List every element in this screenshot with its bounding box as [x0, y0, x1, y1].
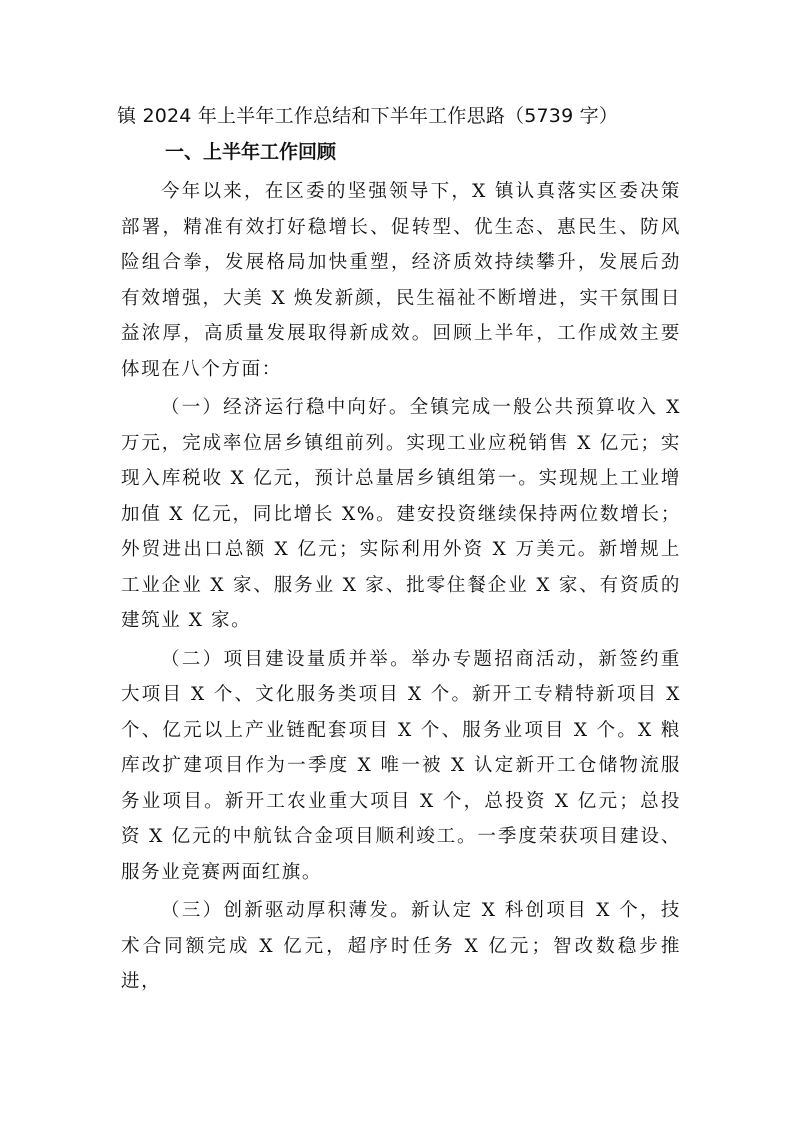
document-title: 镇 2024 年上半年工作总结和下半年工作思路（5739 字） — [117, 105, 619, 127]
paragraph-innovation: （三）创新驱动厚积薄发。新认定 X 科创项目 X 个，技术合同额完成 X 亿元，超序时任务 X 亿元；智改数稳步推进， — [121, 900, 681, 992]
paragraph-economy: （一）经济运行稳中向好。全镇完成一般公共预算收入 X 万元，完成率位居乡镇组前列。实现工业应税销售 X 亿元；实现入库税收 X 亿元，预计总量居乡镇组第一。实现规上工业增加值 X 亿元，同比增长 X%。建安投资继续保持两位数增长；外贸进出口总额 X 亿元；实际利用外资 X 万美元。新增规上工业企业 X 家、服务业 X 家、批零住餐企业 X 家、有资质的建筑业 X 家。 — [121, 397, 681, 631]
section-heading: 一、上半年工作回顾 — [165, 141, 337, 163]
paragraph-projects: （二）项目建设量质并举。举办专题招商活动，新签约重大项目 X 个、文化服务类项目 X 个。新开工专精特新项目 X 个、亿元以上产业链配套项目 X 个、服务业项目 X 个。X 粮库改扩建项目作为一季度 X 唯一被 X 认定新开工仓储物流服务业项目。新开工农业重大项目 X 个，总投资 X 亿元；总投资 X 亿元的中航钛合金项目顺利竣工。一季度荣获项目建设、服务业竞赛两面红旗。 — [121, 648, 681, 883]
document-body — [117, 100, 681, 1000]
paragraph-intro: 今年以来，在区委的坚强领导下，X 镇认真落实区委决策部署，精准有效打好稳增长、促转型、优生态、惠民生、防风险组合拳，发展格局加快重塑，经济质效持续攀升，发展后劲有效增强，大美 X 焕发新颜，民生福祉不断增进，实干氛围日益浓厚，高质量发展取得新成效。回顾上半年，工作成效主要体现在八个方面： — [121, 181, 681, 380]
